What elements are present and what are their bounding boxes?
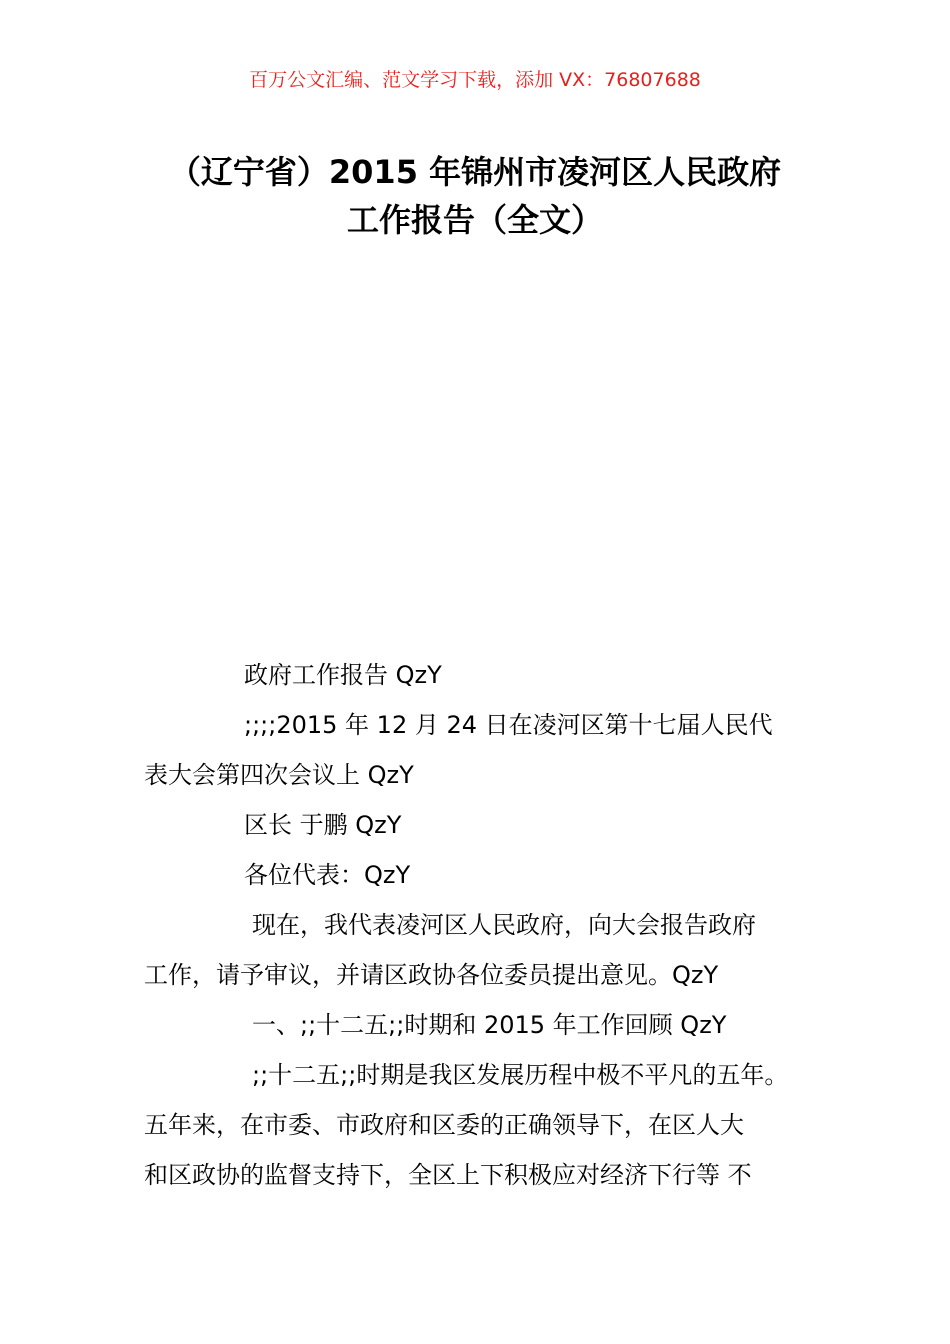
title-line-2: 工作报告（全文） [346,201,603,239]
body-line: 五年来，在市委、市政府和区委的正确领导下，在区人大 [144,1111,744,1139]
title-line-1: （辽宁省）2015 年锦州市凌河区人民政府 [168,153,782,191]
body-line: ;;十二五;;时期是我区发展历程中极不平凡的五年。 [252,1061,789,1089]
body-line: 工作，请予审议，并请区政协各位委员提出意见。QzY [144,961,719,989]
body-line: 各位代表：QzY [244,861,411,889]
header-watermark-note: 百万公文汇编、范文学习下载，添加 VX：76807688 [249,69,701,91]
body-line: 现在，我代表凌河区人民政府，向大会报告政府 [252,911,756,939]
body-line: 政府工作报告 QzY [244,661,442,689]
document-title [0,148,950,244]
body-line: 和区政协的监督支持下，全区上下积极应对经济下行等 不 [144,1161,752,1189]
body-line: 区长 于鹏 QzY [244,811,402,839]
body-line: 一、;;十二五;;时期和 2015 年工作回顾 QzY [252,1011,727,1039]
body-line: 表大会第四次会议上 QzY [144,761,414,789]
document-body [144,650,824,1200]
body-line: ;;;;2015 年 12 月 24 日在凌河区第十七届人民代 [244,711,773,739]
